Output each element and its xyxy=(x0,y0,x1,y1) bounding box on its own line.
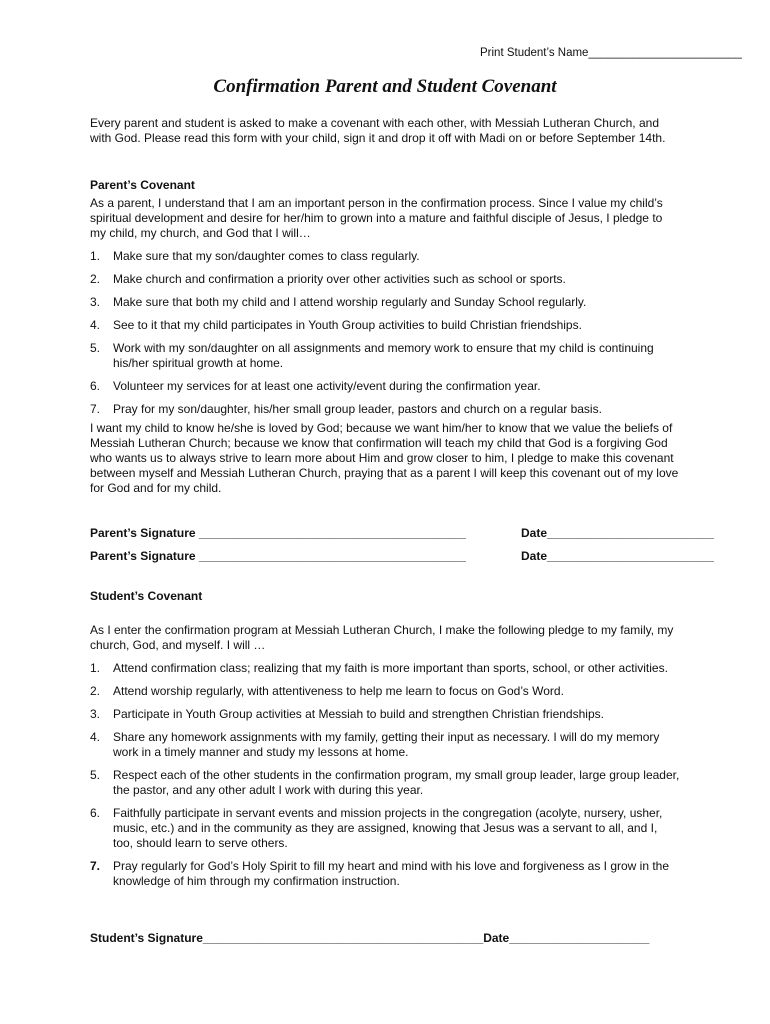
student-covenant-lead: As I enter the confirmation program at Messiah Lutheran Church, I make the following pledge to my family, my church, God, and myself. I will … xyxy=(90,623,674,652)
list-text: Respect each of the other students in the confirmation program, my small group leader, large group leader, the pastor, and any other adult I work with during this year. xyxy=(113,768,680,797)
parent-date-line-1[interactable] xyxy=(521,526,714,541)
list-item xyxy=(90,318,680,333)
document-title: Confirmation Parent and Student Covenant xyxy=(213,76,557,97)
list-number: 3. xyxy=(90,295,101,309)
list-item xyxy=(90,661,680,676)
list-text: Work with my son/daughter on all assignments and memory work to ensure that my child is continuing his/her spiritual growth at home. xyxy=(113,341,654,370)
list-text: Pray regularly for God’s Holy Spirit to fill my heart and mind with his love and forgiveness as I grow in the knowledge of him through my confirmation instruction. xyxy=(113,859,670,888)
list-text: Share any homework assignments with my family, getting their input as necessary. I will do my memory work in a timely manner and study my lessons at home. xyxy=(113,730,660,759)
list-number: 6. xyxy=(90,806,101,820)
student-covenant-heading: Student’s Covenant xyxy=(90,589,203,603)
list-text: Make church and confirmation a priority over other activities such as school or sports. xyxy=(113,272,566,286)
list-item xyxy=(90,707,680,722)
list-item xyxy=(90,249,680,264)
list-number: 7. xyxy=(90,859,101,873)
list-number: 5. xyxy=(90,768,101,782)
list-item xyxy=(90,295,680,310)
list-item xyxy=(90,806,680,851)
list-number: 5. xyxy=(90,341,101,355)
list-number: 4. xyxy=(90,730,101,744)
student-name-line: Print Student’s Name________________________ xyxy=(480,47,742,59)
list-text: See to it that my child participates in Youth Group activities to build Christian friendships. xyxy=(113,318,582,332)
list-text: Participate in Youth Group activities at Messiah to build and strengthen Christian friendships. xyxy=(113,707,604,721)
parent-signature-label[interactable]: Parent’s Signature ________________________________________ xyxy=(90,526,466,540)
list-number: 1. xyxy=(90,661,101,675)
list-item xyxy=(90,730,680,760)
list-number: 6. xyxy=(90,379,101,393)
student-pledge-list xyxy=(90,661,680,889)
list-item xyxy=(90,859,680,889)
list-item xyxy=(90,272,680,287)
intro-paragraph: Every parent and student is asked to make a covenant with each other, with Messiah Lutheran Church, and with God. Please read this form with your child, sign it and drop it off with Madi on or before September 14th. xyxy=(90,116,666,145)
list-text: Make sure that both my child and I attend worship regularly and Sunday School regularly. xyxy=(113,295,587,309)
student-covenant-section xyxy=(90,589,680,897)
parent-covenant-heading: Parent’s Covenant xyxy=(90,178,195,192)
list-number: 7. xyxy=(90,402,101,416)
parent-date-line-2[interactable] xyxy=(521,549,714,564)
student-signature-label[interactable]: Student’s Signature__________________________________________Date_____________________ xyxy=(90,931,650,945)
list-number: 1. xyxy=(90,249,101,263)
list-text: Faithfully participate in servant events and mission projects in the congregation (acolyte, nursery, usher, music, etc.) and in the community as they are assigned, knowing that Jesus was a servant to all, and I, too, should learn to serve others. xyxy=(113,806,663,850)
list-text: Pray for my son/daughter, his/her small group leader, pastors and church on a regular basis. xyxy=(113,402,602,416)
list-text: Volunteer my services for at least one activity/event during the confirmation year. xyxy=(113,379,541,393)
student-signature-line[interactable] xyxy=(90,931,649,946)
list-item xyxy=(90,684,680,699)
list-text: Attend worship regularly, with attentiveness to help me learn to focus on God’s Word. xyxy=(113,684,564,698)
list-item xyxy=(90,379,680,394)
parent-signature-line-1[interactable] xyxy=(90,526,466,541)
parent-covenant-lead: As a parent, I understand that I am an important person in the confirmation process. Since I value my child’s spiritual development and desire for her/him to grown into a mature and faithful disciple of Jesus, I pledge to my child, my church, and God that I will… xyxy=(90,196,663,240)
parent-signature-line-2[interactable] xyxy=(90,549,466,564)
parent-covenant-section xyxy=(90,178,680,496)
parent-date-label[interactable]: Date_________________________ xyxy=(521,549,714,563)
parent-date-label[interactable]: Date_________________________ xyxy=(521,526,714,540)
list-item xyxy=(90,768,680,798)
list-number: 2. xyxy=(90,684,101,698)
list-item xyxy=(90,341,680,371)
list-number: 2. xyxy=(90,272,101,286)
parent-covenant-closing: I want my child to know he/she is loved by God; because we want him/her to know that we value the beliefs of Messiah Lutheran Church; because we know that confirmation will teach my child that God is a forgiving God who wants us to always strive to learn more about Him and grow closer to him, I pledge to make this covenant between myself and Messiah Lutheran Church, praying that as a parent I will keep this covenant out of my love for God and for my child. xyxy=(90,421,679,495)
list-number: 3. xyxy=(90,707,101,721)
parent-pledge-list xyxy=(90,249,680,417)
list-item xyxy=(90,402,680,417)
list-number: 4. xyxy=(90,318,101,332)
list-text: Make sure that my son/daughter comes to class regularly. xyxy=(113,249,420,263)
list-text: Attend confirmation class; realizing that my faith is more important than sports, school, or other activities. xyxy=(113,661,668,675)
parent-signature-label[interactable]: Parent’s Signature ________________________________________ xyxy=(90,549,466,563)
